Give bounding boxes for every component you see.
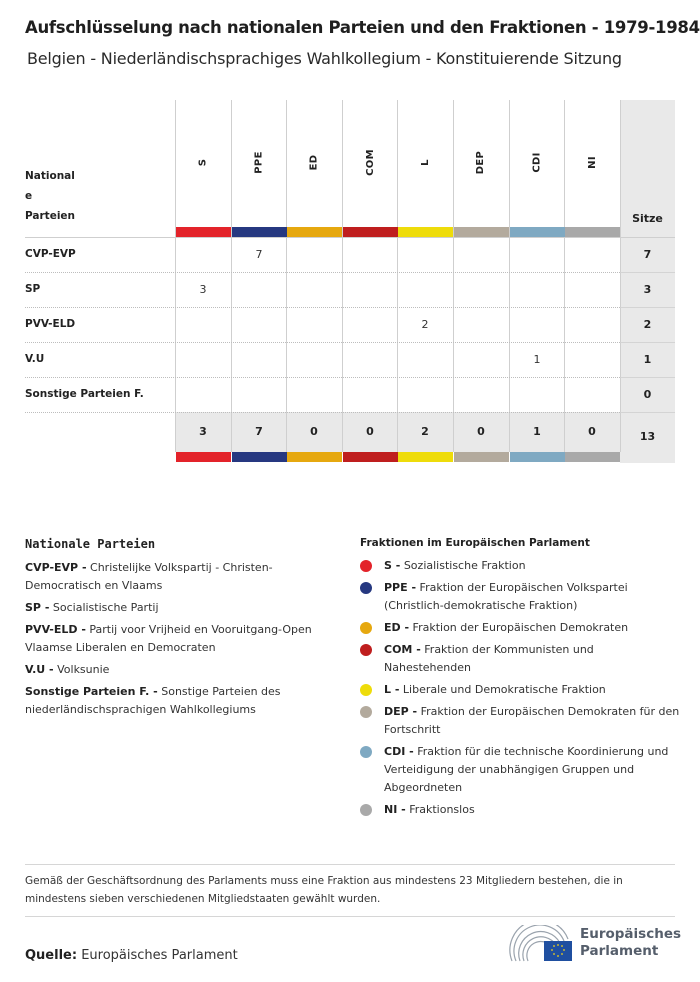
national-parties-legend bbox=[25, 537, 325, 723]
group-header-ppe bbox=[231, 100, 287, 225]
group-legend-item bbox=[360, 557, 680, 575]
seat-distribution-table bbox=[25, 100, 675, 463]
group-header-l bbox=[397, 100, 453, 225]
legend-text: Partij voor Vrijheid en Vooruitgang-Open Vlaamse Liberalen en Democraten bbox=[25, 623, 312, 654]
color-dot-icon bbox=[360, 644, 372, 656]
header-line: National bbox=[25, 170, 75, 182]
national-party-legend-item bbox=[25, 683, 325, 719]
seat-cell bbox=[564, 342, 620, 377]
group-header-cdi bbox=[509, 100, 565, 225]
column-total: 1 bbox=[533, 425, 541, 438]
rules-note: Gemäß der Geschäftsordnung des Parlaments muss eine Fraktion aus mindestens 23 Mitgliedern bestehen, die in mindestens sieben verschiedenen Mitgliedstaaten gewählt wurden. bbox=[25, 875, 623, 905]
column-total: 2 bbox=[421, 425, 429, 438]
seat-cell bbox=[342, 237, 398, 272]
seat-cell bbox=[342, 272, 398, 307]
seat-cell bbox=[286, 377, 342, 412]
seat-cell: 1 bbox=[533, 353, 541, 366]
seat-cell bbox=[453, 307, 509, 342]
group-code: COM bbox=[364, 149, 376, 176]
national-party-legend-item bbox=[25, 599, 325, 617]
seat-cell bbox=[175, 307, 231, 342]
source-label: Quelle: bbox=[25, 948, 78, 963]
group-header-ni bbox=[564, 100, 620, 225]
legend-text: Socialistische Partij bbox=[52, 601, 159, 614]
logo-text bbox=[580, 926, 681, 960]
column-total: 7 bbox=[255, 425, 263, 438]
legend-abbr: DEP - bbox=[384, 705, 418, 718]
legend-text: Christelijke Volkspartij - Christen-Democratisch en Vlaams bbox=[25, 561, 273, 592]
seat-cell bbox=[231, 377, 287, 412]
group-code: S bbox=[197, 158, 209, 167]
group-legend-item bbox=[360, 619, 680, 637]
column-total: 0 bbox=[366, 425, 374, 438]
group-legend-item bbox=[360, 681, 680, 699]
column-total: 0 bbox=[310, 425, 318, 438]
group-color-bar bbox=[343, 452, 398, 462]
party-label: CVP-EVP bbox=[25, 248, 76, 260]
group-color-bar bbox=[176, 452, 231, 462]
group-color-bar bbox=[454, 227, 509, 237]
legend-abbr: V.U - bbox=[25, 663, 54, 676]
seat-cell bbox=[564, 377, 620, 412]
legend-abbr: NI - bbox=[384, 803, 406, 816]
legend-text: Fraktion der Europäischen Volkspartei (Christlich-demokratische Fraktion) bbox=[384, 581, 628, 612]
group-header-s bbox=[175, 100, 231, 225]
seat-cell bbox=[342, 307, 398, 342]
row-total: 1 bbox=[643, 353, 652, 366]
national-legend-heading: Nationale Parteien bbox=[25, 537, 156, 551]
row-total: 3 bbox=[643, 283, 652, 296]
logo-line-1: Europäisches bbox=[580, 926, 682, 942]
seat-cell: 3 bbox=[199, 283, 207, 296]
source-line bbox=[25, 948, 238, 963]
seat-cell bbox=[231, 307, 287, 342]
group-color-bar bbox=[454, 452, 509, 462]
group-color-bar bbox=[510, 227, 565, 237]
seat-cell bbox=[397, 342, 453, 377]
divider bbox=[25, 864, 675, 865]
color-dot-icon bbox=[360, 684, 372, 696]
group-color-bar bbox=[176, 227, 231, 237]
column-total: 0 bbox=[588, 425, 596, 438]
seat-cell bbox=[286, 342, 342, 377]
legend-text: Sonstige Parteien des niederländischsprachigen Wahlkollegiums bbox=[25, 685, 281, 716]
header-line: e bbox=[25, 190, 33, 202]
header-line: Parteien bbox=[25, 210, 76, 222]
seat-cell bbox=[564, 307, 620, 342]
seat-cell bbox=[509, 272, 565, 307]
page-subtitle: Belgien - Niederländischsprachiges Wahlkollegium - Konstituierende Sitzung bbox=[27, 49, 622, 68]
group-code: L bbox=[419, 159, 431, 166]
legend-abbr: S - bbox=[384, 559, 401, 572]
group-color-bar bbox=[510, 452, 565, 462]
seat-cell bbox=[342, 342, 398, 377]
national-party-legend-item bbox=[25, 559, 325, 595]
group-header-com bbox=[342, 100, 398, 225]
group-legend-item bbox=[360, 579, 680, 615]
seat-cell bbox=[286, 237, 342, 272]
seat-cell bbox=[564, 272, 620, 307]
legend-abbr: L - bbox=[384, 683, 400, 696]
seat-cell bbox=[175, 237, 231, 272]
group-color-bar bbox=[565, 227, 620, 237]
seat-cell bbox=[453, 272, 509, 307]
legend-text: Volksunie bbox=[57, 663, 110, 676]
logo-line-2: Parlament bbox=[580, 943, 659, 959]
legend-abbr: Sonstige Parteien F. - bbox=[25, 685, 158, 698]
groups-legend-heading: Fraktionen im Europäischen Parlament bbox=[360, 537, 590, 549]
party-label: V.U bbox=[25, 353, 45, 365]
seat-cell bbox=[175, 377, 231, 412]
groups-legend bbox=[360, 537, 680, 823]
seat-cell bbox=[509, 377, 565, 412]
seat-cell bbox=[564, 237, 620, 272]
seat-cell: 7 bbox=[255, 248, 263, 261]
group-legend-item bbox=[360, 801, 680, 819]
seat-cell bbox=[286, 307, 342, 342]
group-code: DEP bbox=[475, 150, 487, 175]
seat-cell bbox=[453, 342, 509, 377]
group-code: PPE bbox=[253, 151, 265, 174]
seat-cell bbox=[397, 377, 453, 412]
column-total: 0 bbox=[477, 425, 485, 438]
national-parties-header bbox=[25, 166, 75, 226]
group-color-bar bbox=[287, 452, 342, 462]
color-dot-icon bbox=[360, 560, 372, 572]
group-color-bar bbox=[565, 452, 620, 462]
group-legend-item bbox=[360, 743, 680, 797]
legend-abbr: CDI - bbox=[384, 745, 414, 758]
seat-cell bbox=[231, 272, 287, 307]
group-header-ed bbox=[286, 100, 342, 225]
group-color-bar bbox=[343, 227, 398, 237]
seat-cell bbox=[453, 237, 509, 272]
color-dot-icon bbox=[360, 706, 372, 718]
party-label: Sonstige Parteien F. bbox=[25, 388, 144, 400]
color-dot-icon bbox=[360, 746, 372, 758]
group-code: CDI bbox=[531, 152, 543, 173]
legend-abbr: PPE - bbox=[384, 581, 417, 594]
color-dot-icon bbox=[360, 804, 372, 816]
group-code: ED bbox=[308, 154, 320, 171]
group-color-bar bbox=[232, 227, 287, 237]
hemicycle-flag-icon bbox=[508, 925, 574, 965]
row-total: 2 bbox=[643, 318, 652, 331]
seat-cell bbox=[509, 307, 565, 342]
seat-cell bbox=[397, 272, 453, 307]
group-header-dep bbox=[453, 100, 509, 225]
seat-cell bbox=[342, 377, 398, 412]
seat-cell: 2 bbox=[421, 318, 429, 331]
group-color-bar bbox=[398, 452, 453, 462]
column-total: 3 bbox=[199, 425, 207, 438]
ep-logo bbox=[508, 925, 682, 965]
row-total: 0 bbox=[643, 388, 652, 401]
party-label: PVV-ELD bbox=[25, 318, 76, 330]
source-value: Europäisches Parlament bbox=[81, 948, 238, 963]
legend-text: Fraktion der Kommunisten und Nahestehenden bbox=[384, 643, 594, 674]
seat-cell bbox=[509, 237, 565, 272]
legend-text: Sozialistische Fraktion bbox=[403, 559, 526, 572]
group-legend-item bbox=[360, 641, 680, 677]
row-divider bbox=[620, 412, 675, 413]
legend-abbr: SP - bbox=[25, 601, 50, 614]
row-total: 7 bbox=[643, 248, 652, 261]
legend-text: Liberale und Demokratische Fraktion bbox=[402, 683, 606, 696]
seat-cell bbox=[453, 377, 509, 412]
seat-cell bbox=[397, 237, 453, 272]
group-code: NI bbox=[586, 156, 598, 169]
color-dot-icon bbox=[360, 582, 372, 594]
seat-cell bbox=[231, 342, 287, 377]
national-party-legend-item bbox=[25, 661, 325, 679]
seat-cell bbox=[175, 342, 231, 377]
legend-abbr: PVV-ELD - bbox=[25, 623, 86, 636]
grand-total: 13 bbox=[639, 430, 656, 443]
page-title: Aufschlüsselung nach nationalen Parteien und den Fraktionen - 1979-1984 bbox=[25, 18, 700, 37]
legend-text: Fraktionslos bbox=[409, 803, 475, 816]
group-color-bar bbox=[232, 452, 287, 462]
seat-cell bbox=[286, 272, 342, 307]
group-legend-item bbox=[360, 703, 680, 739]
legend-text: Fraktion für die technische Koordinierung und Verteidigung der unabhängigen Gruppen und Abgeordneten bbox=[384, 745, 669, 794]
row-divider bbox=[25, 412, 620, 413]
party-label: SP bbox=[25, 283, 41, 295]
legend-abbr: COM - bbox=[384, 643, 421, 656]
sitze-header: Sitze bbox=[632, 212, 663, 225]
group-color-bar bbox=[287, 227, 342, 237]
color-dot-icon bbox=[360, 622, 372, 634]
national-party-legend-item bbox=[25, 621, 325, 657]
divider bbox=[25, 916, 675, 917]
legend-text: Fraktion der Europäischen Demokraten bbox=[412, 621, 629, 634]
group-color-bar bbox=[398, 227, 453, 237]
legend-abbr: CVP-EVP - bbox=[25, 561, 87, 574]
legend-abbr: ED - bbox=[384, 621, 410, 634]
legend-text: Fraktion der Europäischen Demokraten für den Fortschritt bbox=[384, 705, 680, 736]
